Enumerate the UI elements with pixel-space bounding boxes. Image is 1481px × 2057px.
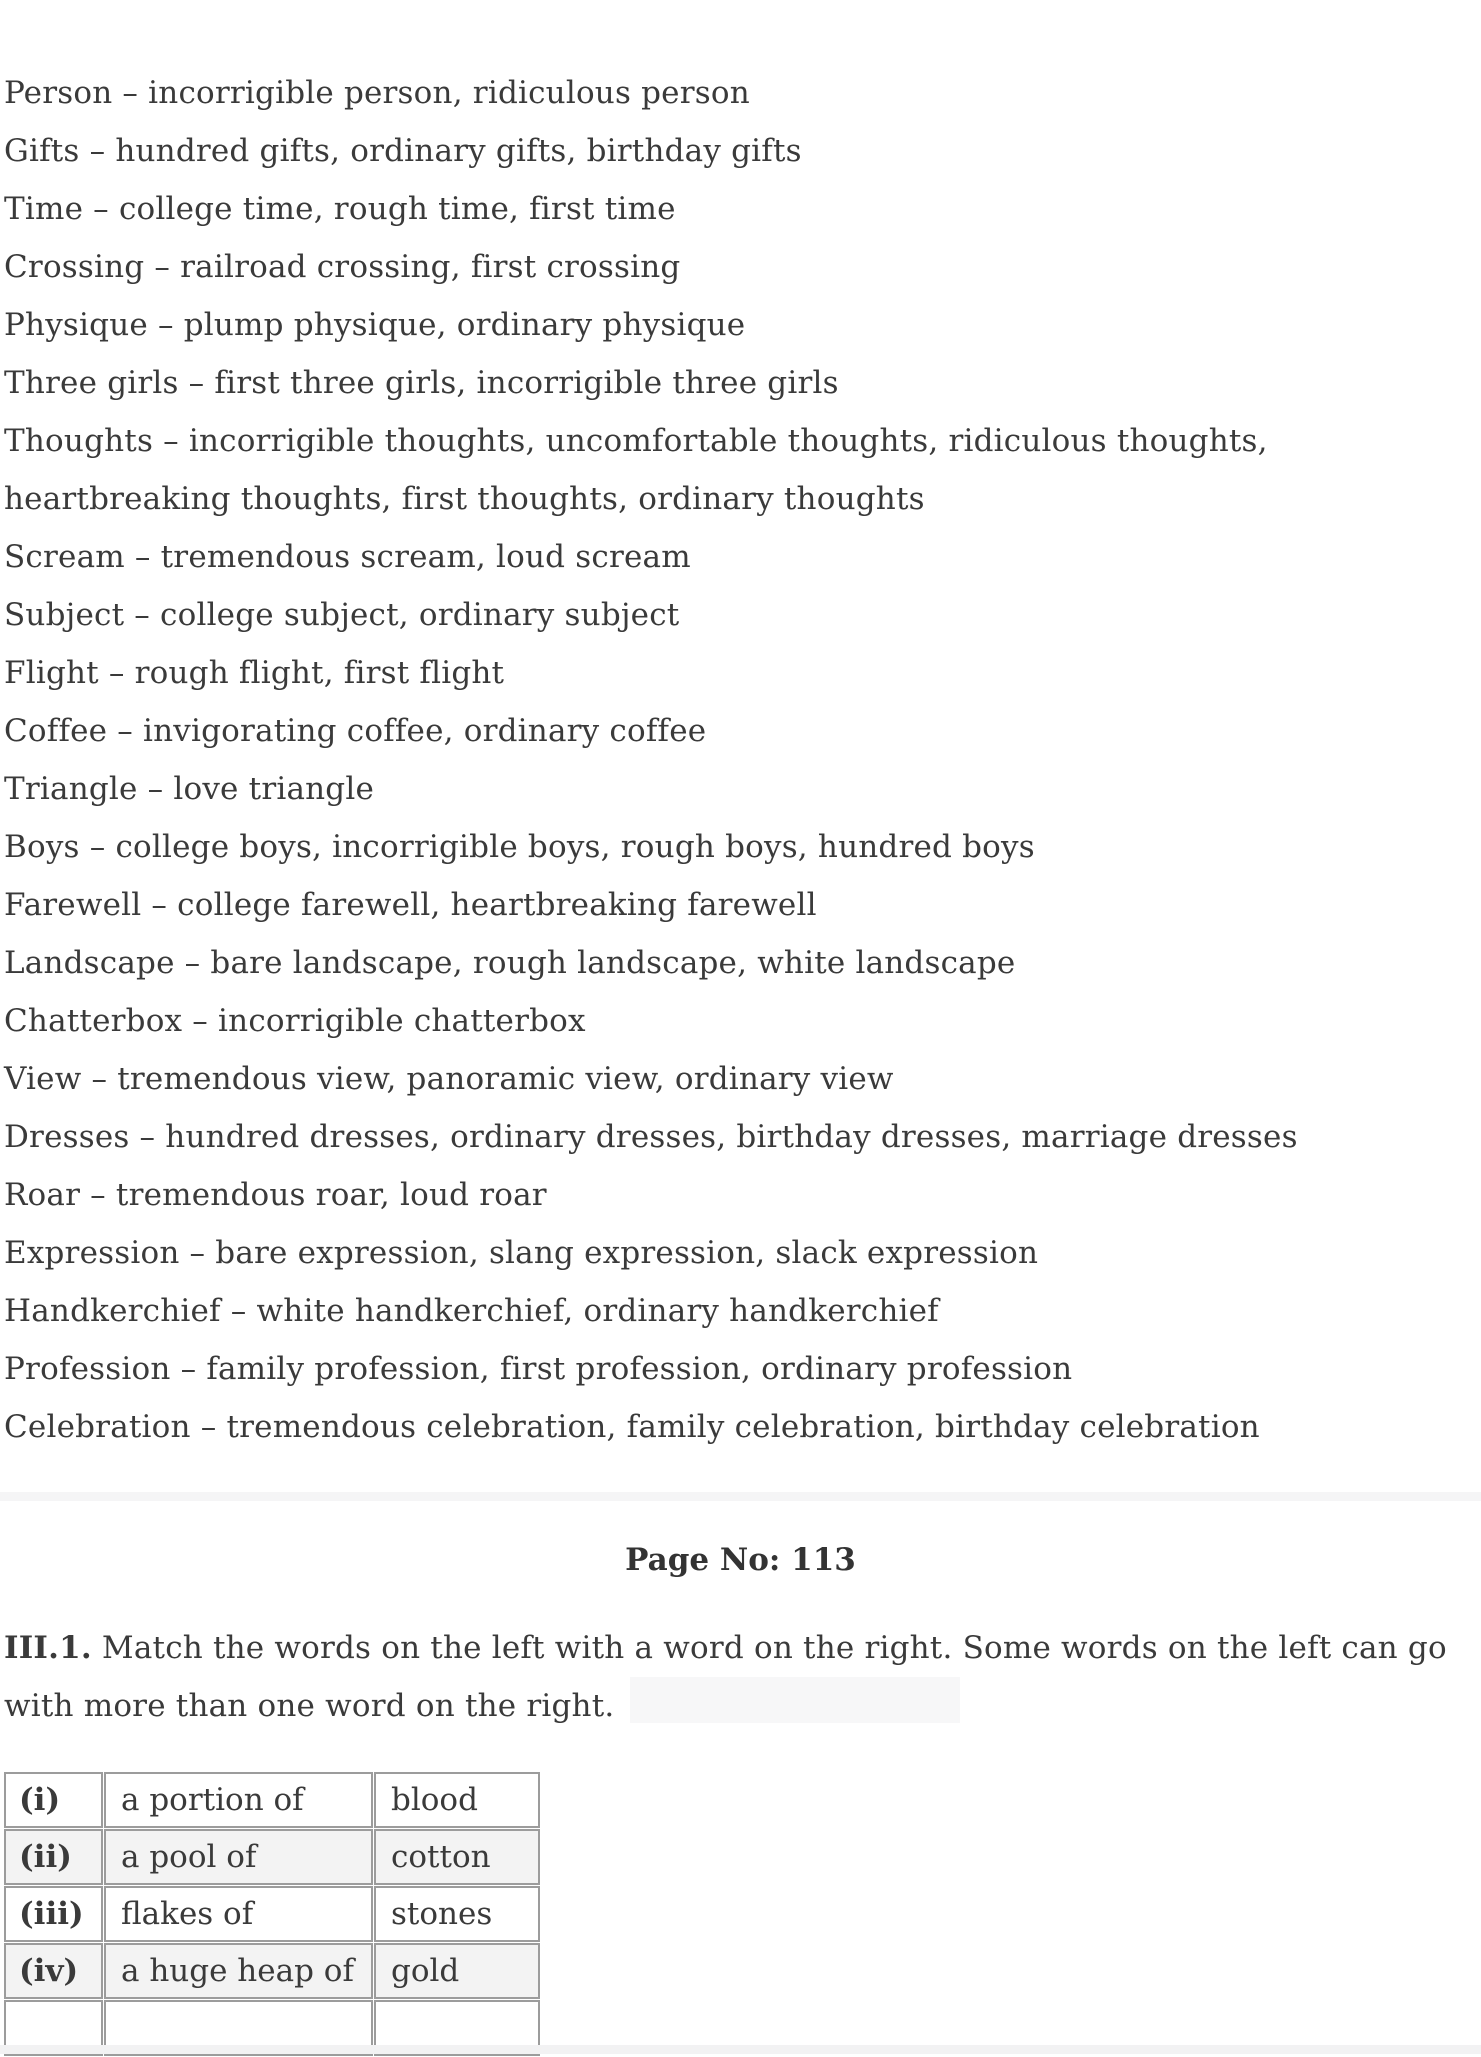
word-list-line: Subject – college subject, ordinary subject xyxy=(4,597,680,633)
word-list-line: Crossing – railroad crossing, first crossing xyxy=(4,249,681,285)
word-list-line: Roar – tremendous roar, loud roar xyxy=(4,1177,547,1213)
table-cell-right-word: cotton xyxy=(374,1829,540,1885)
word-list-line: Thoughts – incorrigible thoughts, uncomfortable thoughts, ridiculous thoughts, xyxy=(4,423,1268,459)
exercise-instruction-text: Match the words on the left with a word on the right. Some words on the left can go xyxy=(91,1630,1447,1666)
word-list-line: Profession – family profession, first profession, ordinary profession xyxy=(4,1351,1073,1387)
exercise-number: III.1. xyxy=(4,1630,92,1666)
word-list-line: Physique – plump physique, ordinary physique xyxy=(4,307,746,343)
word-list-line: Chatterbox – incorrigible chatterbox xyxy=(4,1003,586,1039)
exercise-instruction-line-1 xyxy=(4,1619,1481,1677)
word-list-line: Time – college time, rough time, first time xyxy=(4,191,676,227)
table-cell-left-phrase: a portion of xyxy=(104,1772,373,1828)
word-list-line: Triangle – love triangle xyxy=(4,771,375,807)
table-row xyxy=(4,1829,540,1885)
word-list-line: Celebration – tremendous celebration, family celebration, birthday celebration xyxy=(4,1409,1260,1445)
table-cell-index: (i) xyxy=(4,1772,103,1828)
word-list-line: Boys – college boys, incorrigible boys, rough boys, hundred boys xyxy=(4,829,1035,865)
match-table xyxy=(3,1771,541,2057)
word-list-line: Expression – bare expression, slang expression, slack expression xyxy=(4,1235,1039,1271)
word-list-line: Three girls – first three girls, incorrigible three girls xyxy=(4,365,839,401)
word-list-line: Coffee – invigorating coffee, ordinary coffee xyxy=(4,713,707,749)
page-number-heading: Page No: 113 xyxy=(625,1542,856,1578)
table-cell-right-word: blood xyxy=(374,1772,540,1828)
match-table-container xyxy=(3,1771,541,2057)
word-list-line: Flight – rough flight, first flight xyxy=(4,655,505,691)
word-list-line: Gifts – hundred gifts, ordinary gifts, birthday gifts xyxy=(4,133,802,169)
collocation-word-list xyxy=(4,64,1481,1456)
exercise-instruction xyxy=(4,1619,1481,1735)
word-list-line: Landscape – bare landscape, rough landscape, white landscape xyxy=(4,945,1016,981)
table-row xyxy=(4,1772,540,1828)
word-list-line: View – tremendous view, panoramic view, ordinary view xyxy=(4,1061,894,1097)
table-row xyxy=(4,1886,540,1942)
bottom-section-divider xyxy=(0,2045,1481,2054)
word-list-line: heartbreaking thoughts, first thoughts, ordinary thoughts xyxy=(4,481,925,517)
section-divider xyxy=(0,1492,1481,1501)
word-list-line: Person – incorrigible person, ridiculous person xyxy=(4,75,750,111)
table-cell-right-word: gold xyxy=(374,1943,540,1999)
word-list-line: Farewell – college farewell, heartbreaking farewell xyxy=(4,887,817,923)
table-cell-left-phrase: a pool of xyxy=(104,1829,373,1885)
word-list-line: Scream – tremendous scream, loud scream xyxy=(4,539,691,575)
table-row xyxy=(4,1943,540,1999)
exercise-instruction-line-2: with more than one word on the right. xyxy=(4,1688,615,1724)
table-cell-left-phrase: flakes of xyxy=(104,1886,373,1942)
word-list-line: Dresses – hundred dresses, ordinary dresses, birthday dresses, marriage dresses xyxy=(4,1119,1298,1155)
word-list-line: Handkerchief – white handkerchief, ordinary handkerchief xyxy=(4,1293,939,1329)
table-cell-index: (iv) xyxy=(4,1943,103,1999)
table-cell-index: (iii) xyxy=(4,1886,103,1942)
table-cell-right-word: stones xyxy=(374,1886,540,1942)
table-cell-index: (ii) xyxy=(4,1829,103,1885)
table-cell-left-phrase: a huge heap of xyxy=(104,1943,373,1999)
